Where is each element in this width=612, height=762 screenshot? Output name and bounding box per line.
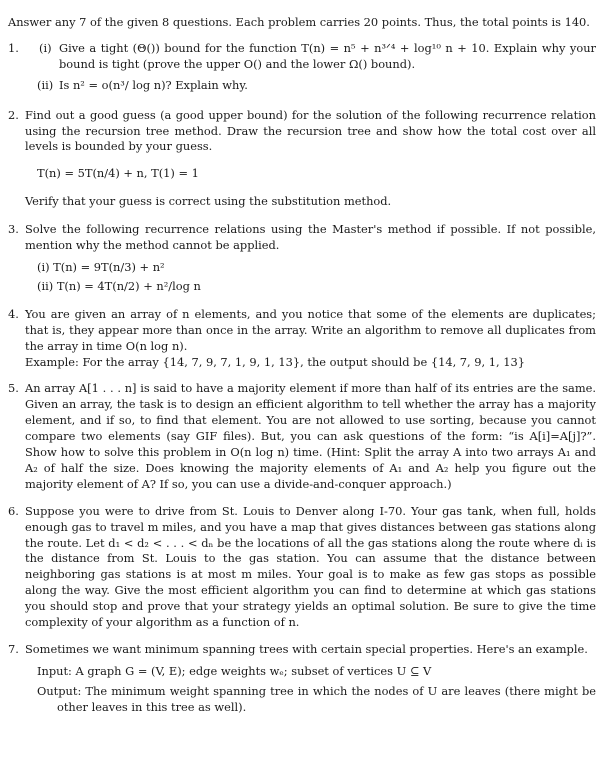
question-number: 3. — [8, 222, 19, 237]
question-text: Suppose you were to drive from St. Louis to Denver along I-70. Your gas tank, when full, holds enough gas to travel m miles, and you have a map that gives distances between gas stations along the route. Let d₁ < d₂ < . . . < dₙ be the locations of all the gas stations along the route where dᵢ is the distance from St. Louis to the gas station. You can assume that the distance between neighboring gas stations is at most m miles. Your goal is to make as few gas stops as possible along the way. Give the most efficient algorithm you can find to determine at which gas stations you should stop and prove that your strategy yields an optimal solution. Be sure to give the time complexity of your algorithm as a function of n. — [25, 503, 596, 630]
question-text: You are given an array of n elements, and you notice that some of the elements are duplicates; that is, they appear more than once in the array. Write an algorithm to remove all duplicates from the array in time O(n log n). — [25, 306, 596, 353]
question-number: 2. — [8, 107, 19, 122]
part-text: Is n² = o(n³/ log n)? Explain why. — [59, 77, 248, 92]
question-7 — [8, 642, 596, 716]
question-5 — [8, 381, 596, 492]
part-text: Give a tight (Θ()) bound for the function T(n) = n⁵ + n³ᐟ⁴ + log¹⁰ n + 10. Explain why your bound is tight (prove the upper O() and the lower Ω() bound). — [59, 40, 596, 71]
question-number: 1. — [8, 40, 19, 55]
question-text: An array A[1 . . . n] is said to have a majority element if more than half of its entries are the same. Given an array, the task is to design an efficient algorithm to tell whether the array has a majority element, and if so, to find that element. You are not allowed to use sorting, because you cannot compare two elements (say GIF files). But, you can ask questions of the form: “is A[i]=A[j]?”. Show how to solve this problem in O(n log n) time. (Hint: Split the array A into two arrays A₁ and A₂ of half the size. Does knowing the majority elements of A₁ and A₂ help you figure out the majority element of A? If so, you can use a divide-and-conquer approach.) — [25, 381, 596, 491]
question-number: 7. — [8, 642, 19, 656]
problem-output: Output: The minimum weight spanning tree in which the nodes of U are leaves (there might be other leaves in this tree as well). — [37, 683, 596, 714]
recurrence-item — [37, 260, 596, 276]
question-1-part-ii — [39, 78, 596, 94]
question-text: Find out a good guess (a good upper bound) for the solution of the following recurrence relation using the recursion tree method. Draw the recursion tree and show how the total cost over all levels is bounded by your guess. — [25, 107, 596, 154]
recurrence-item — [37, 279, 596, 295]
item-text: T(n) = 9T(n/3) + n² — [53, 259, 165, 274]
question-2 — [8, 108, 596, 211]
question-1 — [8, 41, 596, 94]
exam-instructions: Answer any 7 of the given 8 questions. Each problem carries 20 points. Thus, the total points is 140. — [8, 15, 590, 29]
question-number: 4. — [8, 306, 19, 321]
question-number: 5. — [8, 381, 19, 396]
question-1-part-i — [39, 41, 596, 73]
question-4 — [8, 307, 596, 371]
item-text: T(n) = 4T(n/2) + n²/log n — [56, 278, 201, 293]
part-label: (i) — [39, 40, 52, 55]
question-number: 6. — [8, 503, 19, 518]
problem-input: Input: A graph G = (V, E); edge weights wₑ; subset of vertices U ⊆ V — [37, 663, 432, 678]
question-6 — [8, 504, 596, 631]
question-3 — [8, 222, 596, 295]
recurrence-equation: T(n) = 5T(n/4) + n, T(1) = 1 — [37, 166, 199, 181]
question-text: Sometimes we want minimum spanning trees with certain special properties. Here's an example. — [25, 642, 588, 656]
item-label: (i) — [37, 259, 50, 274]
question-text: Solve the following recurrence relations using the Master's method if possible. If not possible, mention why the method cannot be applied. — [25, 222, 596, 253]
part-label: (ii) — [37, 77, 54, 92]
question-example: Example: For the array {14, 7, 9, 7, 1, 9, 1, 13}, the output should be {14, 7, 9, 1, 13} — [25, 354, 526, 369]
question-followup: Verify that your guess is correct using the substitution method. — [25, 194, 392, 209]
item-label: (ii) — [37, 278, 54, 293]
